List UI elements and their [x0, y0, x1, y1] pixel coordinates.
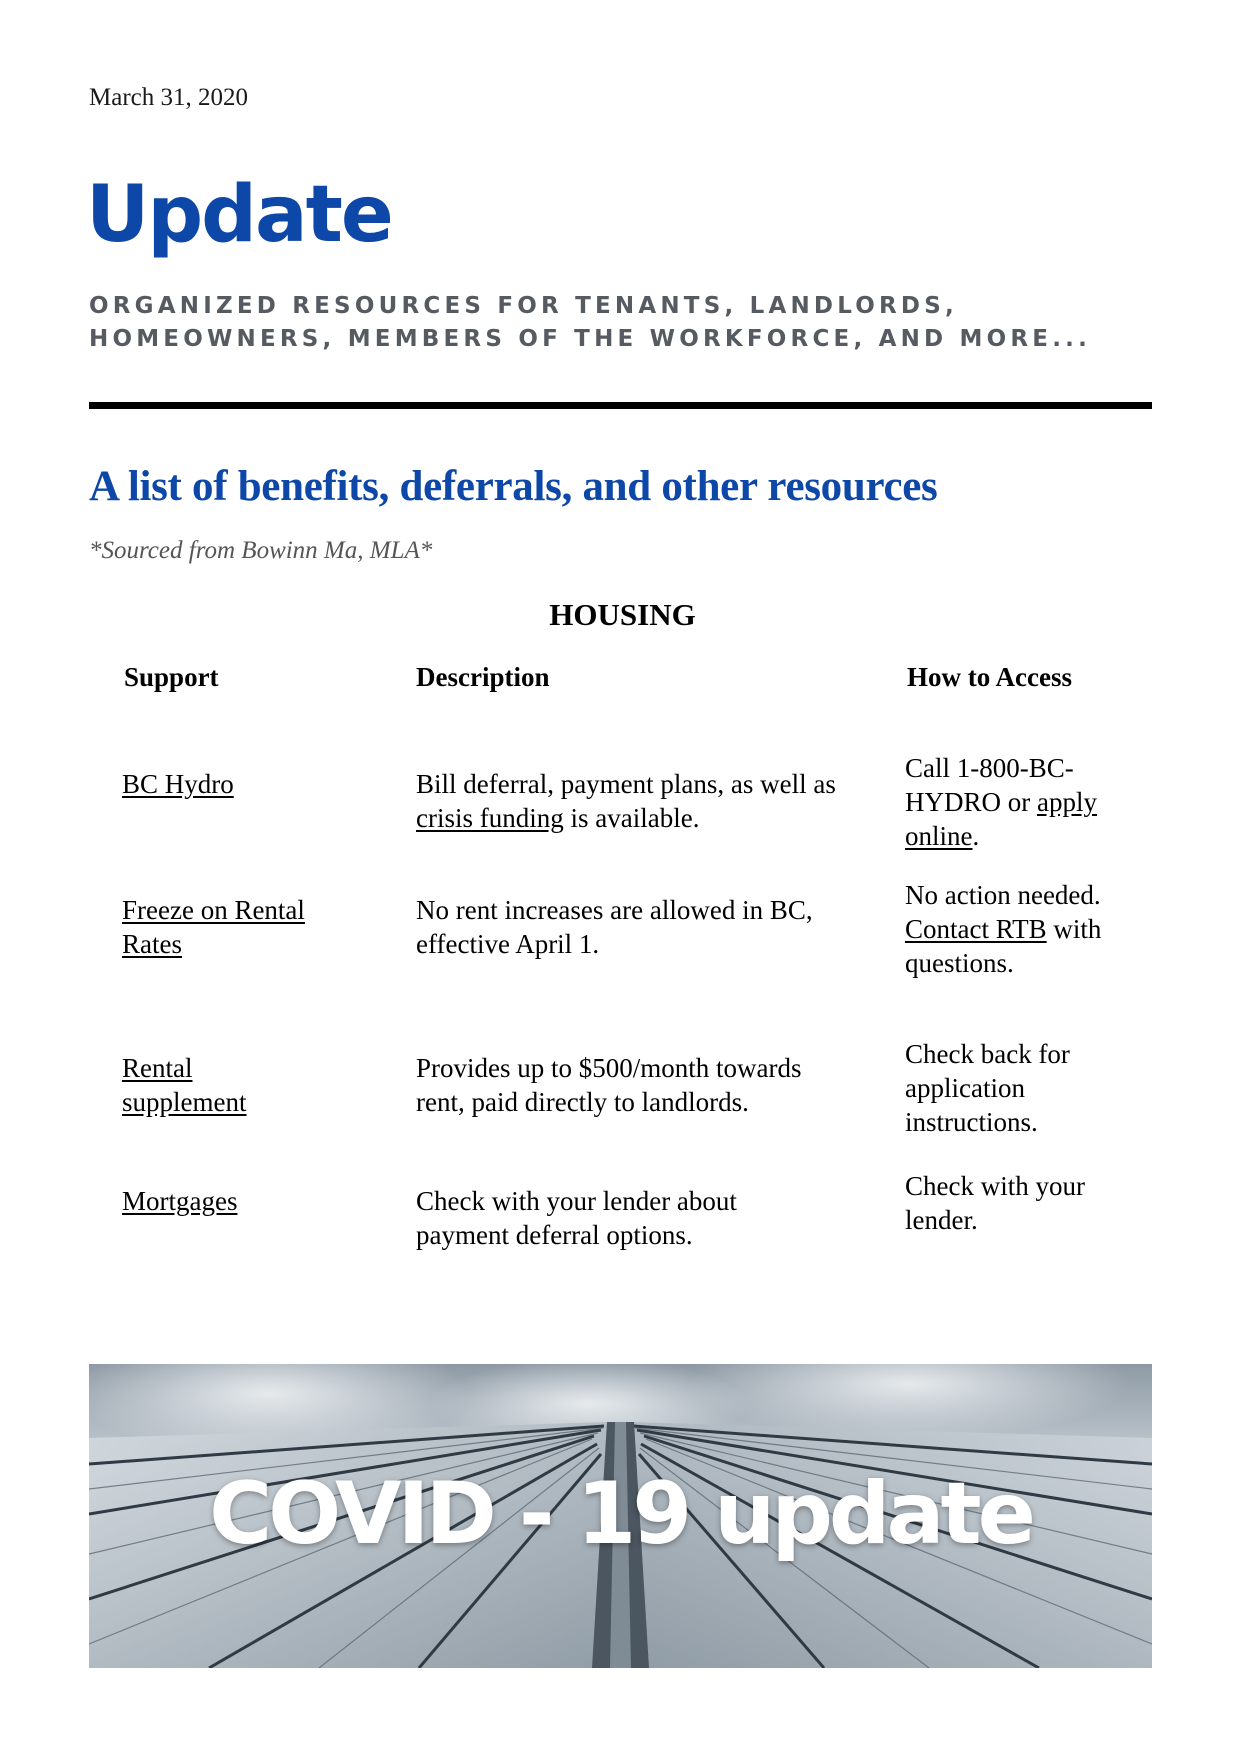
subtitle: ORGANIZED RESOURCES FOR TENANTS, LANDLORDS, HOMEOWNERS, MEMBERS OF THE WORKFORCE, AND MORE... — [89, 293, 1092, 352]
contact-rtb-link[interactable]: Contact RTB — [905, 914, 1047, 944]
access-cell: Call 1-800-BC-HYDRO or apply online. — [905, 753, 1097, 851]
freeze-rental-rates-link[interactable]: Freeze on Rental Rates — [122, 895, 305, 959]
access-cell: Check back for application instructions. — [905, 1039, 1070, 1137]
description-cell: Bill deferral, payment plans, as well as crisis funding is available. — [416, 769, 836, 833]
date: March 31, 2020 — [89, 84, 248, 111]
access-cell: Check with your lender. — [905, 1171, 1085, 1235]
apply-online-link[interactable]: apply online — [905, 787, 1097, 851]
column-header-support: Support — [124, 662, 219, 692]
description-cell: Provides up to $500/month towards rent, paid directly to landlords. — [416, 1053, 802, 1117]
covid-banner-image — [89, 1364, 1152, 1668]
mortgages-link[interactable]: Mortgages — [122, 1186, 238, 1216]
page-title: Update — [86, 170, 392, 260]
description-cell: No rent increases are allowed in BC, effective April 1. — [416, 895, 813, 959]
table-heading: HOUSING — [549, 597, 696, 632]
rental-supplement-link[interactable]: Rental supplement — [122, 1053, 247, 1117]
divider — [89, 402, 1152, 409]
access-cell: No action needed. Contact RTB with questions. — [905, 880, 1102, 978]
bc-hydro-link[interactable]: BC Hydro — [122, 769, 234, 799]
column-header-description: Description — [416, 662, 550, 692]
description-cell: Check with your lender about payment deferral options. — [416, 1186, 737, 1250]
banner-text: COVID - 19 update — [209, 1464, 1032, 1564]
crisis-funding-link[interactable]: crisis funding — [416, 803, 564, 833]
section-heading: A list of benefits, deferrals, and other resources — [89, 463, 938, 510]
column-header-access: How to Access — [907, 662, 1072, 692]
source-note: *Sourced from Bowinn Ma, MLA* — [89, 537, 433, 564]
